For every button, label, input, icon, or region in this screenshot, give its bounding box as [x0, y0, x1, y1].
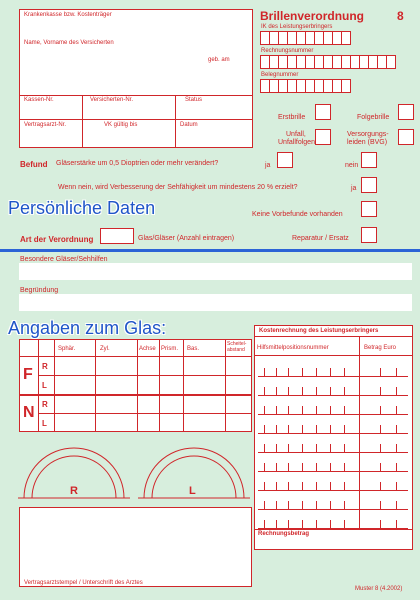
kosten-tick: [276, 501, 277, 509]
datum-label: Datum: [180, 122, 198, 128]
kosten-tick: [276, 482, 277, 490]
besondere-label: Besondere Gläser/Sehhilfen: [20, 256, 108, 263]
kosten-tick: [396, 501, 397, 509]
kosten-tick: [344, 406, 345, 414]
kosten-tick: [330, 368, 331, 376]
kosten-tick: [344, 368, 345, 376]
kosten-tick: [264, 406, 265, 414]
kosten-tick: [316, 368, 317, 376]
overlay-persoenliche-daten: Persönliche Daten: [8, 198, 156, 218]
kosten-tick: [276, 444, 277, 452]
kosten-tick: [302, 387, 303, 395]
kosten-row-line[interactable]: [258, 490, 408, 491]
kosten-tick: [288, 482, 289, 490]
kosten-tick: [380, 463, 381, 471]
geb-am-label: geb. am: [208, 57, 230, 63]
dial-l-label: L: [189, 485, 196, 497]
kosten-tick: [302, 520, 303, 528]
row-fl-label: L: [42, 381, 47, 390]
form-title: Brillenverordnung: [260, 9, 365, 23]
rechnungsnummer-cells[interactable]: [260, 55, 395, 69]
kosten-tick: [264, 501, 265, 509]
unfall-label: Unfall,: [286, 131, 306, 138]
kosten-tick: [264, 425, 265, 433]
kosten-tick: [396, 368, 397, 376]
vertragsarzt-nr-label: Vertragsarzt-Nr.: [24, 122, 67, 128]
kassen-nr-label: Kassen-Nr.: [24, 97, 54, 103]
kosten-tick: [380, 482, 381, 490]
kosten-tick: [276, 520, 277, 528]
kosten-tick: [288, 368, 289, 376]
hilfsmittel-label: Hilfsmittelpositionsnummer: [257, 345, 329, 351]
kosten-tick: [302, 482, 303, 490]
form-number: 8: [397, 9, 404, 23]
kosten-tick: [288, 425, 289, 433]
betrag-label: Betrag Euro: [364, 345, 397, 351]
row-nl-label: L: [42, 419, 47, 428]
kosten-tick: [330, 387, 331, 395]
vk-gueltig-label: VK gültig bis: [104, 122, 138, 128]
kosten-tick: [396, 520, 397, 528]
col-scheitelabstand: Scheitel- abstand: [227, 341, 247, 353]
col-sphaer: Sphär.: [58, 346, 76, 352]
kosten-tick: [380, 406, 381, 414]
kosten-tick: [380, 387, 381, 395]
kosten-tick: [302, 368, 303, 376]
befund-question: Gläserstärke um 0,5 Dioptrien oder mehr verändert?: [56, 160, 219, 167]
kosten-tick: [330, 425, 331, 433]
kosten-tick: [276, 387, 277, 395]
kosten-tick: [330, 444, 331, 452]
kosten-tick: [264, 444, 265, 452]
rechnungsbetrag-label: Rechnungsbetrag: [258, 531, 310, 537]
kosten-tick: [276, 425, 277, 433]
kosten-tick: [302, 406, 303, 414]
kosten-tick: [344, 482, 345, 490]
kosten-tick: [302, 444, 303, 452]
kosten-tick: [288, 463, 289, 471]
ik-label: IK des Leistungserbringers: [261, 24, 333, 30]
kosten-tick: [396, 387, 397, 395]
befund-nein-checkbox[interactable]: [361, 152, 377, 168]
kosten-row-line[interactable]: [258, 376, 408, 377]
kosten-tick: [396, 444, 397, 452]
kosten-tick: [316, 482, 317, 490]
folgebrille-label: Folgebrille: [357, 114, 390, 121]
stamp-box[interactable]: [19, 507, 252, 587]
kosten-tick: [344, 520, 345, 528]
kosten-tick: [396, 406, 397, 414]
leiden-label: leiden (BVG): [347, 139, 388, 146]
kosten-tick: [330, 501, 331, 509]
col-prism: Prism.: [161, 346, 178, 352]
befund-label: Befund: [20, 160, 48, 169]
kosten-tick: [264, 482, 265, 490]
wenn-nein-ja-label: ja: [351, 185, 357, 192]
kosten-tick: [264, 368, 265, 376]
stempel-label: Vertragsarztstempel / Unterschrift des Arztes: [24, 580, 143, 586]
kosten-tick: [316, 387, 317, 395]
kosten-row-line[interactable]: [258, 452, 408, 453]
versicherten-nr-label: Versicherten-Nr.: [90, 97, 134, 103]
belegnummer-cells[interactable]: [260, 79, 350, 93]
row-f-label: F: [23, 366, 33, 383]
kosten-tick: [344, 425, 345, 433]
befund-ja-checkbox[interactable]: [277, 152, 293, 168]
kosten-tick: [330, 406, 331, 414]
kosten-tick: [264, 520, 265, 528]
wenn-nein-question: Wenn nein, wird Verbesserung der Sehfähigkeit um mindestens 20 % erzielt?: [58, 184, 298, 191]
kosten-tick: [302, 425, 303, 433]
kosten-tick: [380, 501, 381, 509]
versorgungs-label: Versorgungs-: [347, 131, 389, 138]
col-zyl: Zyl.: [100, 346, 110, 352]
kosten-tick: [316, 520, 317, 528]
row-n-label: N: [23, 404, 35, 421]
kosten-tick: [316, 501, 317, 509]
kosten-tick: [344, 387, 345, 395]
besondere-input[interactable]: [19, 263, 412, 280]
folgebrille-checkbox[interactable]: [398, 104, 414, 120]
befund-ja-label: ja: [265, 162, 271, 169]
versorgungsleiden-checkbox[interactable]: [398, 129, 414, 145]
kosten-tick: [380, 425, 381, 433]
kosten-tick: [276, 406, 277, 414]
kosten-tick: [264, 463, 265, 471]
kosten-tick: [396, 482, 397, 490]
belegnummer-label: Belegnummer: [261, 72, 299, 78]
art-verordnung-label: Art der Verordnung: [20, 235, 94, 244]
keine-vorbefunde-label: Keine Vorbefunde vorhanden: [252, 211, 343, 218]
kosten-tick: [288, 406, 289, 414]
unfallfolgen-label: Unfallfolgen: [278, 139, 315, 146]
kosten-tick: [264, 387, 265, 395]
kosten-tick: [302, 463, 303, 471]
kosten-tick: [288, 501, 289, 509]
kosten-tick: [316, 444, 317, 452]
kosten-title: Kostenrechnung des Leistungserbringers: [259, 328, 379, 334]
ik-cells[interactable]: [260, 31, 350, 45]
rechnungsnummer-label: Rechnungsnummer: [261, 48, 314, 54]
kosten-row-line[interactable]: [258, 528, 408, 529]
wenn-nein-ja-checkbox[interactable]: [361, 177, 377, 193]
kosten-row-line[interactable]: [258, 414, 408, 415]
kosten-tick: [316, 406, 317, 414]
keine-vorbefunde-checkbox[interactable]: [361, 201, 377, 217]
begruendung-label: Begründung: [20, 287, 59, 294]
erstbrille-label: Erstbrille: [278, 114, 306, 121]
kosten-tick: [380, 444, 381, 452]
kosten-tick: [288, 387, 289, 395]
reparatur-checkbox[interactable]: [361, 227, 377, 243]
unfall-checkbox[interactable]: [315, 129, 331, 145]
status-label: Status: [185, 97, 203, 103]
kosten-tick: [344, 501, 345, 509]
anzahl-input[interactable]: [100, 228, 134, 244]
kosten-tick: [330, 520, 331, 528]
kosten-tick: [288, 520, 289, 528]
kosten-tick: [344, 463, 345, 471]
glas-anzahl-label: Glas/Gläser (Anzahl eintragen): [138, 235, 235, 242]
erstbrille-checkbox[interactable]: [315, 104, 331, 120]
kosten-tick: [276, 463, 277, 471]
kosten-tick: [344, 444, 345, 452]
kosten-box: [254, 325, 413, 550]
begruendung-input[interactable]: [19, 294, 412, 311]
befund-nein-label: nein: [345, 162, 359, 169]
kosten-row-line[interactable]: [258, 433, 408, 434]
reparatur-label: Reparatur / Ersatz: [292, 235, 349, 242]
row-fr-label: R: [42, 362, 48, 371]
kosten-tick: [396, 425, 397, 433]
kosten-tick: [330, 463, 331, 471]
overlay-angaben-zum-glas: Angaben zum Glas:: [8, 318, 167, 338]
kosten-tick: [316, 425, 317, 433]
kosten-row-line[interactable]: [258, 471, 408, 472]
krankenkasse-label: Krankenkasse bzw. Kostenträger: [24, 12, 112, 18]
col-bas: Bas.: [187, 346, 200, 352]
kosten-tick: [380, 368, 381, 376]
kosten-tick: [316, 463, 317, 471]
muster-label: Muster 8 (4.2002): [355, 586, 403, 592]
name-label: Name, Vorname des Versicherten: [24, 40, 114, 46]
kosten-tick: [288, 444, 289, 452]
kosten-tick: [276, 368, 277, 376]
kosten-tick: [380, 520, 381, 528]
row-nr-label: R: [42, 400, 48, 409]
section-divider: [0, 249, 420, 252]
kosten-row-line[interactable]: [258, 395, 408, 396]
kosten-tick: [302, 501, 303, 509]
kosten-tick: [330, 482, 331, 490]
col-achse: Achse: [139, 346, 156, 352]
kosten-tick: [396, 463, 397, 471]
dial-r-label: R: [70, 485, 78, 497]
kosten-row-line[interactable]: [258, 509, 408, 510]
